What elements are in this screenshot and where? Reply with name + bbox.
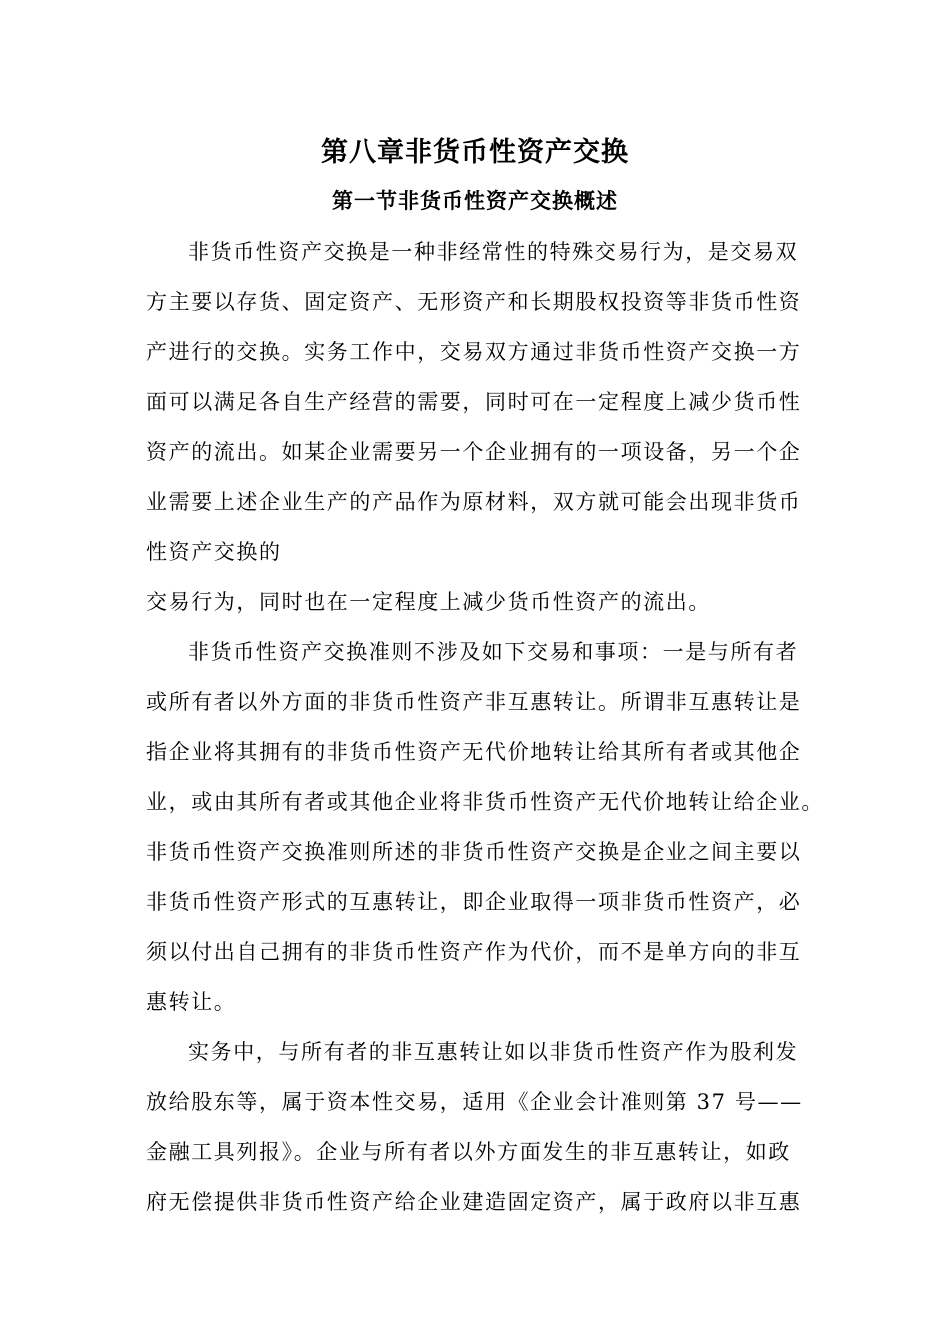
paragraph-line: 资产的流出。如某企业需要另一个企业拥有的一项设备，另一个企 — [146, 440, 802, 464]
paragraph-line: 产进行的交换。实务工作中，交易双方通过非货币性资产交换一方 — [146, 340, 802, 364]
paragraph-line: 交易行为，同时也在一定程度上减少货币性资产的流出。 — [146, 590, 711, 614]
chapter-title: 第八章非货币性资产交换 — [321, 137, 629, 168]
paragraph-line: 须以付出自己拥有的非货币性资产作为代价，而不是单方向的非互 — [146, 940, 802, 964]
paragraph-line: 性资产交换的 — [146, 540, 282, 564]
paragraph-line: 或所有者以外方面的非货币性资产非互惠转让。所谓非互惠转让是 — [146, 690, 802, 714]
paragraph-line: 非货币性资产交换准则所述的非货币性资产交换是企业之间主要以 — [146, 840, 802, 864]
paragraph-line: 府无偿提供非货币性资产给企业建造固定资产，属于政府以非互惠 — [146, 1190, 802, 1214]
paragraph-line: 非货币性资产交换准则不涉及如下交易和事项：一是与所有者 — [188, 640, 799, 664]
paragraph-line: 实务中，与所有者的非互惠转让如以非货币性资产作为股利发 — [188, 1040, 799, 1064]
paragraph-line: 金融工具列报》。企业与所有者以外方面发生的非互惠转让，如政 — [146, 1140, 791, 1164]
paragraph-line: 放给股东等，属于资本性交易，适用《企业会计准则第 37 号—— — [146, 1090, 803, 1114]
paragraph-line: 非货币性资产交换是一种非经常性的特殊交易行为，是交易双 — [188, 240, 799, 264]
paragraph-line: 面可以满足各自生产经营的需要，同时可在一定程度上减少货币性 — [146, 390, 802, 414]
paragraph-line: 业，或由其所有者或其他企业将非货币性资产无代价地转让给企业。 — [146, 790, 824, 814]
paragraph-line: 指企业将其拥有的非货币性资产无代价地转让给其所有者或其他企 — [146, 740, 802, 764]
paragraph-line: 非货币性资产形式的互惠转让，即企业取得一项非货币性资产，必 — [146, 890, 802, 914]
paragraph-line: 方主要以存货、固定资产、无形资产和长期股权投资等非货币性资 — [146, 290, 802, 314]
section-title: 第一节非货币性资产交换概述 — [332, 188, 618, 213]
paragraph-line: 惠转让。 — [146, 990, 237, 1014]
paragraph-line: 业需要上述企业生产的产品作为原材料，双方就可能会出现非货币 — [146, 490, 802, 514]
